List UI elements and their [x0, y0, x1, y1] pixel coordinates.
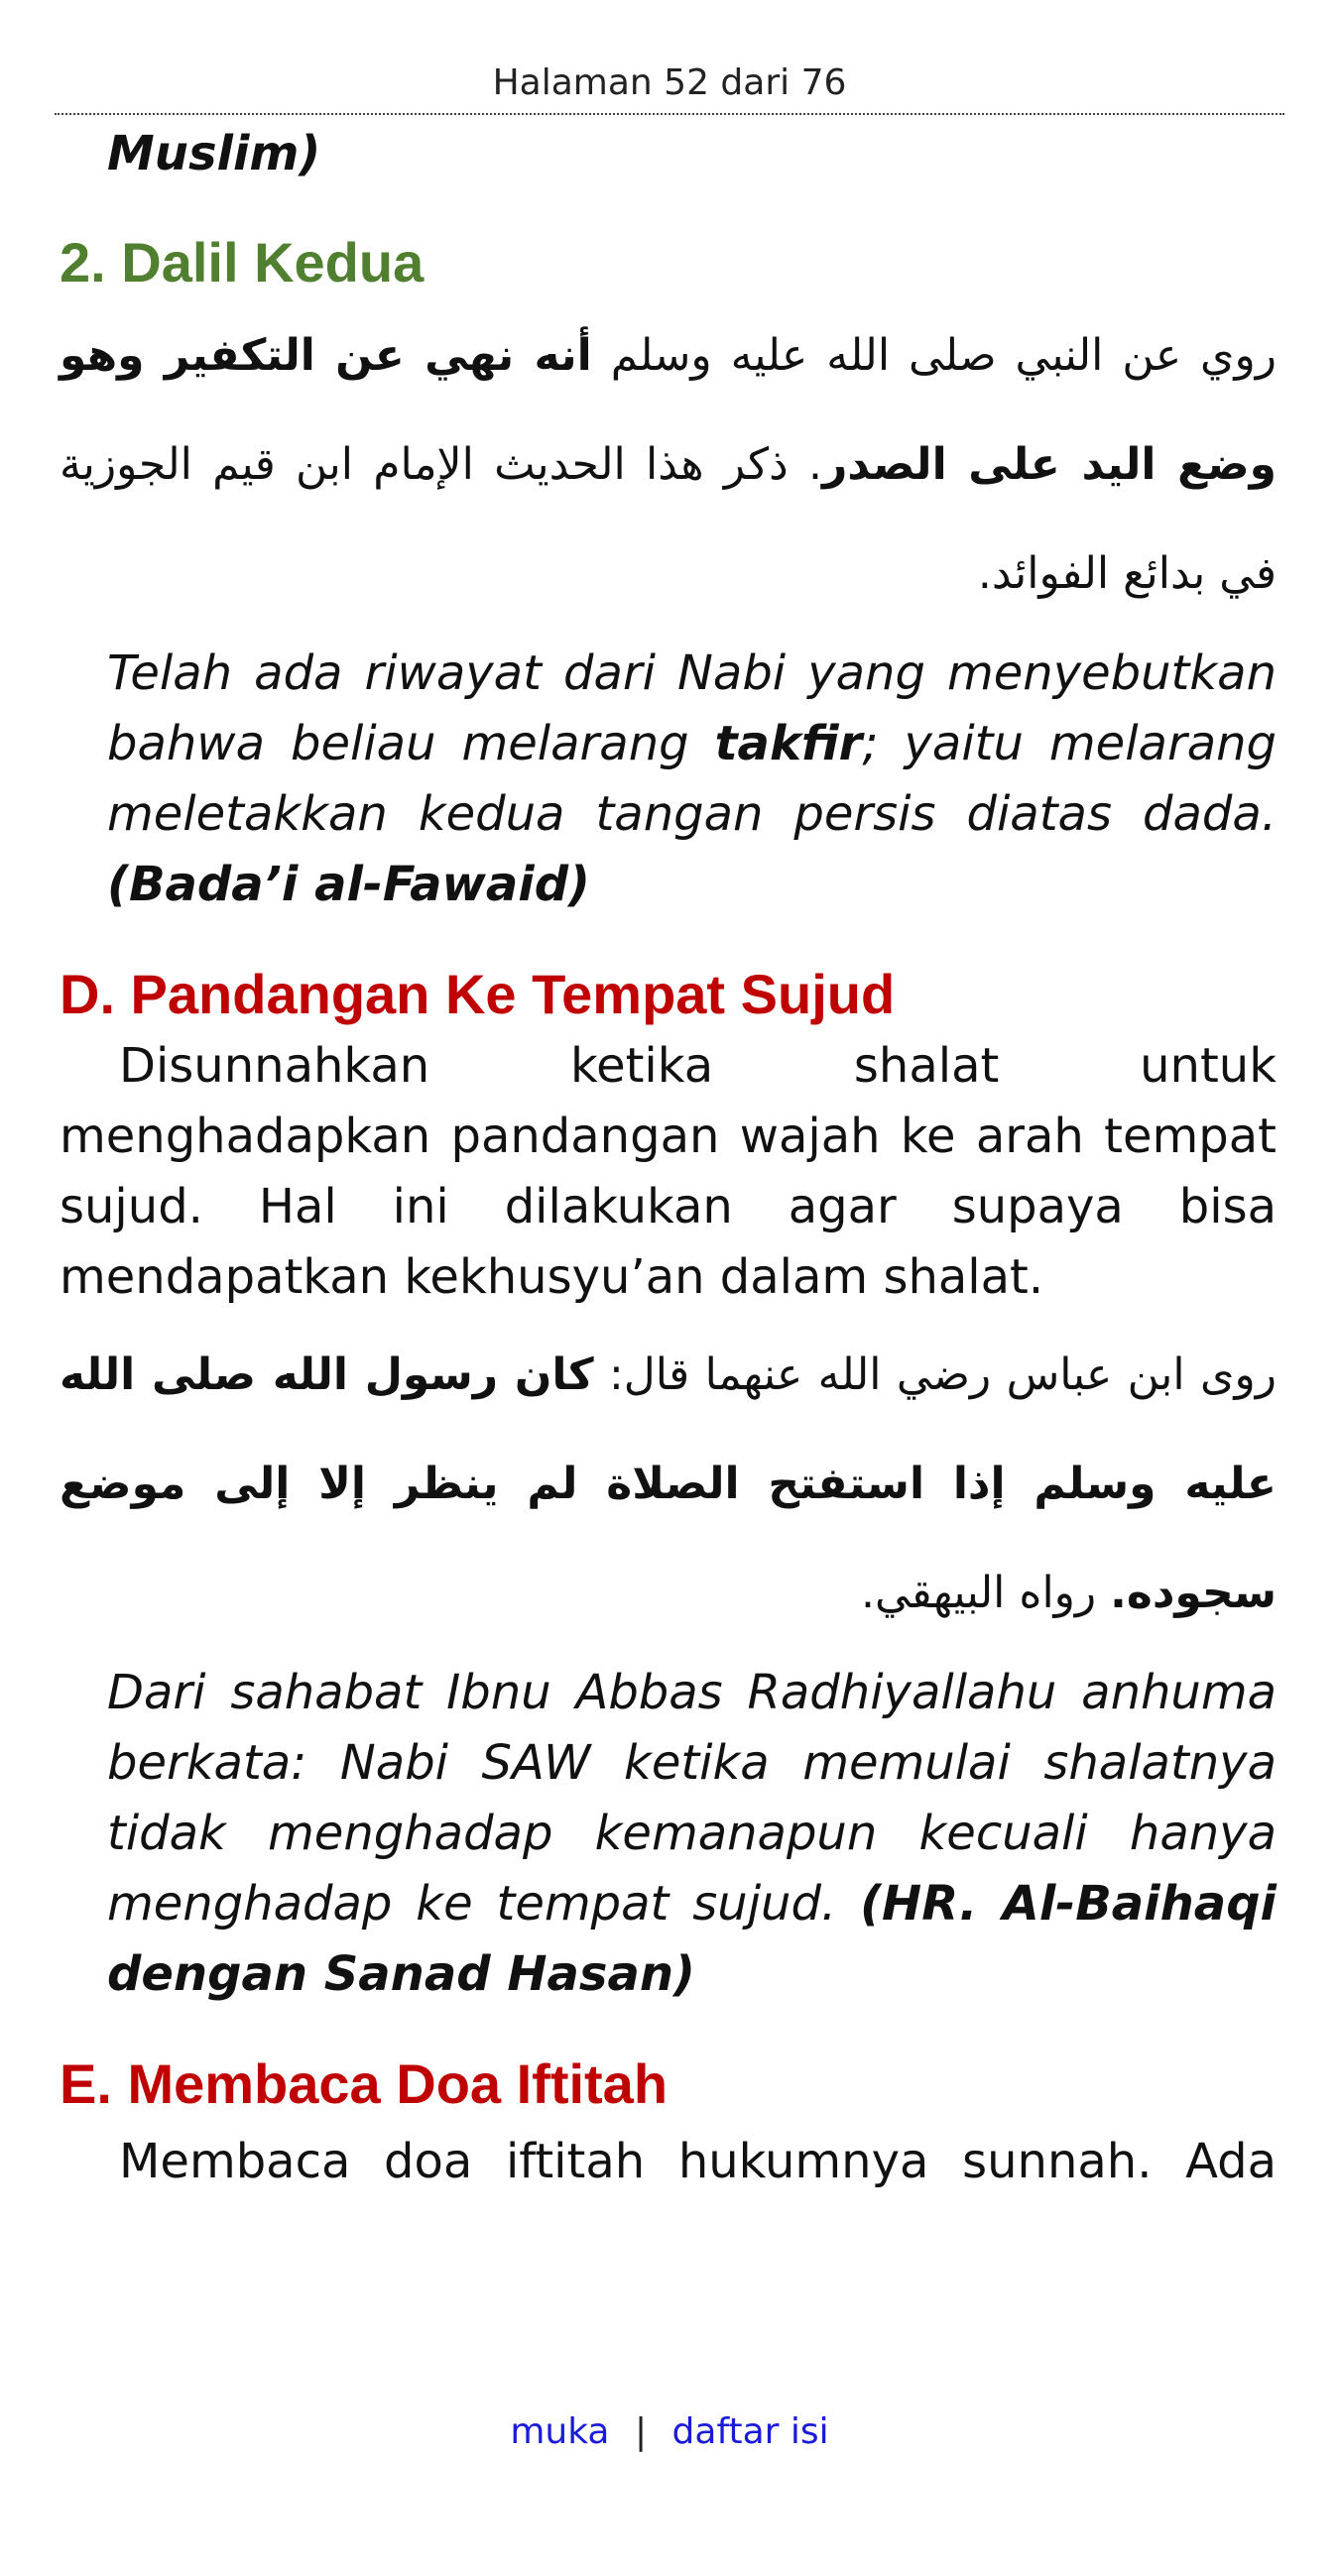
nav-separator: |	[634, 2411, 648, 2452]
page-header	[55, 58, 1284, 115]
paragraph-pandangan: Disunnahkan ketika shalat untuk menghadapkan pandangan wajah ke arah tempat sujud. Hal ini dilakukan agar supaya bisa mendapatkan kekhusyu’an dalam shalat.	[60, 1038, 1277, 1305]
arabic-text-dalil-kedua	[60, 301, 1277, 629]
citation: (Bada’i al-Fawaid)	[107, 857, 590, 912]
continued-citation: Muslim)	[107, 126, 321, 181]
heading-dalil-kedua: 2. Dalil Kedua	[60, 231, 425, 293]
translation-segment: Dari sahabat Ibnu Abbas Radhiyallahu anhuma berkata: Nabi SAW ketika memulai shalatnya tidak menghadap kemanapun kecuali hanya menghadap ke tempat sujud.	[107, 1665, 1277, 1932]
arabic-bold-segment: كان رسول الله صلى الله عليه وسلم إذا استفتح الصلاة لم ينظر إلا إلى موضع سجوده.	[60, 1349, 1277, 1618]
arabic-text-ibnu-abbas	[60, 1321, 1277, 1648]
arabic-segment: روى ابن عباس رضي الله عنهما قال:	[593, 1349, 1277, 1400]
translation-dalil-kedua	[60, 639, 1277, 920]
link-cover[interactable]: muka	[510, 2411, 610, 2452]
link-table-of-contents[interactable]: daftar isi	[671, 2411, 829, 2452]
term-takfir: takfir	[714, 716, 863, 771]
page-number-label: Halaman 52 dari 76	[492, 62, 847, 103]
arabic-segment: روي عن النبي صلى الله عليه وسلم	[591, 330, 1277, 381]
arabic-bold-segment: أنه نهي عن التكفير وهو وضع اليد على الصدر	[60, 330, 1277, 490]
translation-segment: ; yaitu melarang meletakkan kedua tangan persis diatas dada.	[107, 716, 1277, 842]
translation-ibnu-abbas	[60, 1658, 1277, 2010]
heading-doa-iftitah: E. Membaca Doa Iftitah	[60, 2052, 669, 2115]
arabic-segment: رواه البيهقي.	[861, 1568, 1111, 1618]
heading-pandangan-tempat-sujud: D. Pandangan Ke Tempat Sujud	[60, 963, 896, 1025]
citation: (HR. Al-Baihaqi dengan Sanad Hasan)	[107, 1876, 1278, 2002]
paragraph-doa-iftitah: Membaca doa iftitah hukumnya sunnah. Ada	[119, 2134, 1277, 2189]
page-content	[60, 117, 1277, 2197]
translation-segment: Telah ada riwayat dari Nabi yang menyebutkan bahwa beliau melarang	[107, 645, 1277, 771]
arabic-segment: . ذكر هذا الحديث الإمام ابن قيم الجوزية في بدائع الفوائد.	[60, 439, 1277, 599]
page-navigation	[0, 2411, 1339, 2452]
